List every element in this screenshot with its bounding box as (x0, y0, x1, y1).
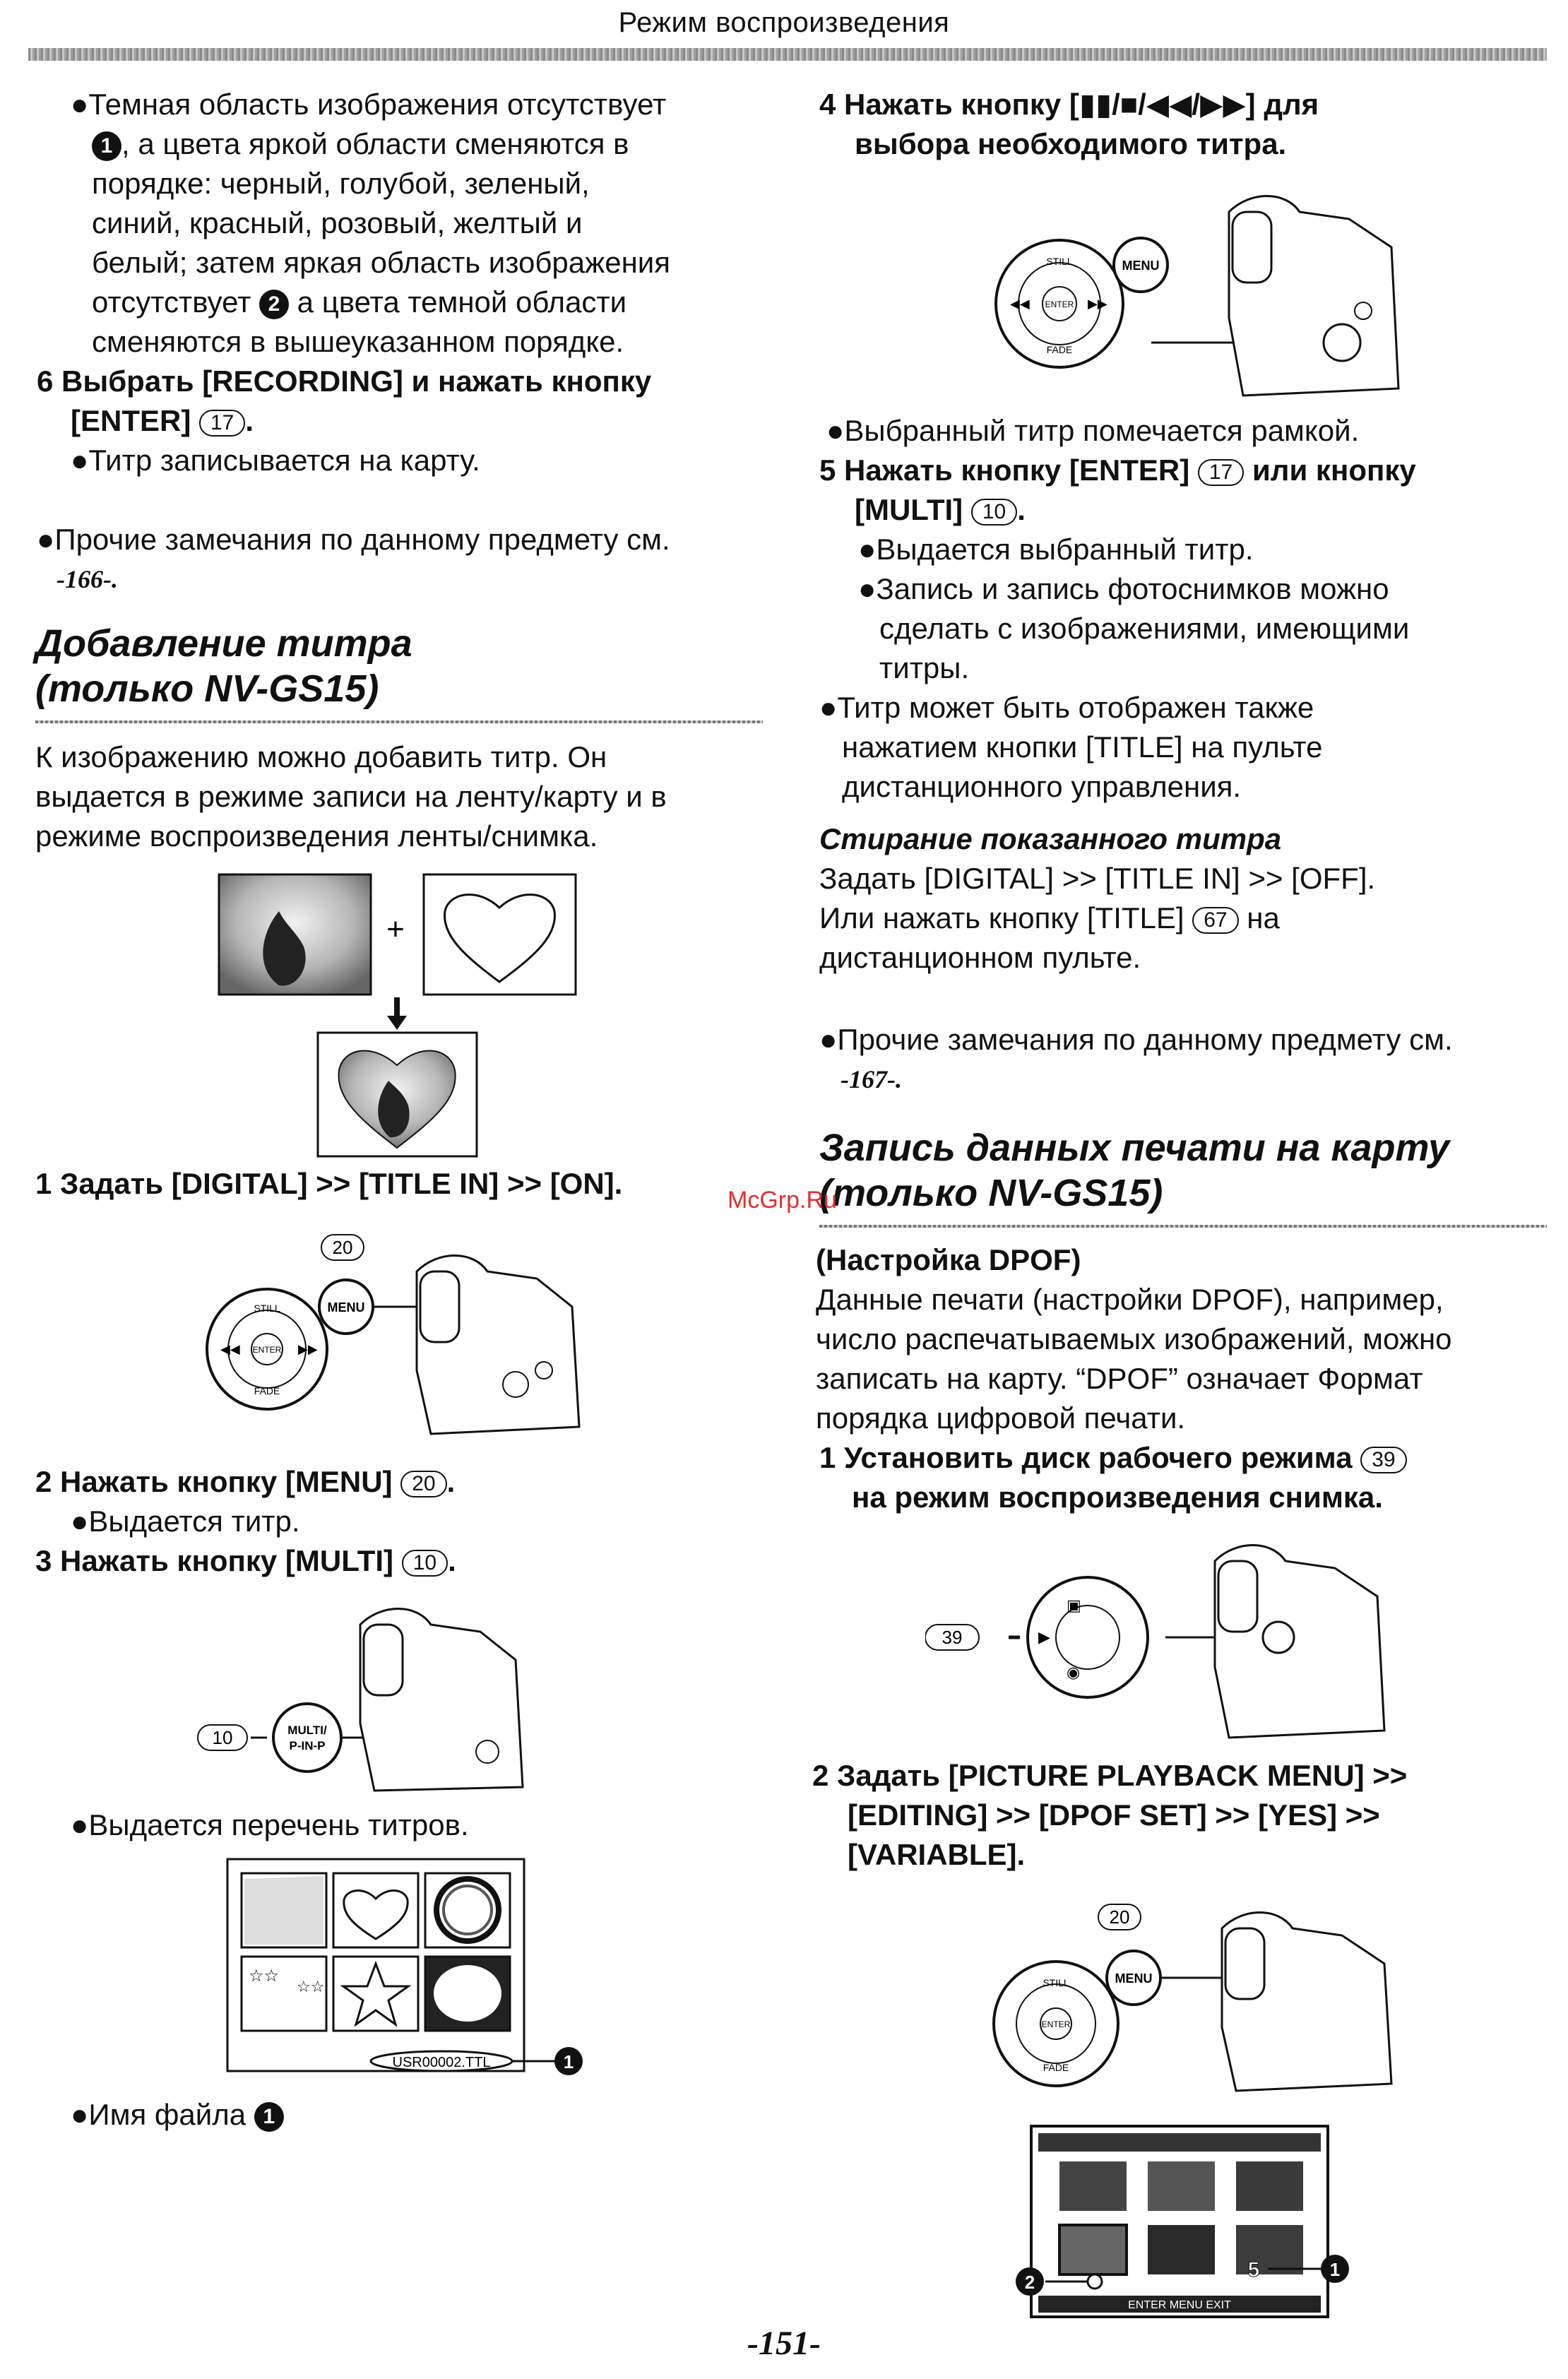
intro-text: режиме воспроизведения ленты/снимка. (35, 819, 598, 853)
marker-2-icon: 2 (259, 290, 289, 319)
callout-20: 20 (332, 1237, 353, 1258)
svg-text:☆☆: ☆☆ (297, 1978, 325, 1996)
section-divider (819, 1225, 1547, 1228)
step-4-bullet: ●Выбранный титр помечается рамкой. (826, 414, 1360, 447)
step-3: 3 Нажать кнопку [MULTI] 10 . (35, 1544, 456, 1577)
svg-text:FADE: FADE (1046, 344, 1073, 355)
erase-subtitle: Стирание показанного титра (819, 822, 1282, 855)
step-5-bullet: ●Запись и запись фотоснимков можно (858, 572, 1389, 605)
bullet-line: синий, красный, розовый, желтый и (92, 206, 583, 239)
note-other: ●Прочие замечания по данному предмету см. (37, 523, 670, 556)
svg-text:20: 20 (1109, 1906, 1130, 1928)
svg-text:ENTER: ENTER (252, 1345, 282, 1355)
step-5-line2: [MULTI] 10 . (855, 493, 1026, 526)
dpof-text: Данные печати (настройки DPOF), например, (816, 1283, 1444, 1316)
svg-text:STILL: STILL (1043, 1977, 1069, 1988)
remote-note-cont: дистанционного управления. (842, 770, 1242, 803)
dpof-screen-illustration (989, 1900, 1413, 2324)
svg-text:P-IN-P: P-IN-P (289, 1739, 326, 1752)
file-name-note: ●Имя файла 1 (71, 2095, 284, 2135)
remote-note: ●Титр может быть отображен также (819, 691, 1314, 724)
svg-text:☆☆: ☆☆ (249, 1966, 280, 1986)
photo-thumbnail (1236, 2225, 1303, 2274)
title-combine-illustration (212, 869, 593, 1165)
svg-text:2: 2 (1024, 2272, 1035, 2293)
erase-text: дистанционном пульте. (819, 941, 1141, 974)
remote-note-cont: нажатием кнопки [TITLE] на пульте (842, 730, 1323, 764)
step-6-bullet: ●Титр записывается на карту. (71, 444, 480, 477)
ref-pill: 67 (1192, 907, 1238, 934)
svg-text:▣: ▣ (1067, 1597, 1081, 1615)
step-1: 1 Задать [DIGITAL] >> [TITLE IN] >> [ON]. (35, 1167, 623, 1200)
dpof-step-2-cont: [VARIABLE]. (848, 1838, 1026, 1871)
camcorder-navigation-illustration (989, 184, 1413, 403)
multi-button-icon (273, 1704, 341, 1772)
svg-text:◉: ◉ (1067, 1664, 1081, 1682)
svg-text:MENU: MENU (1122, 259, 1160, 273)
step-4-line2: выбора необходимого титра. (855, 127, 1287, 160)
dpof-text: записать на карту. “DPOF” означает Формат (816, 1362, 1423, 1395)
svg-text:1: 1 (563, 2051, 574, 2072)
svg-text:MENU: MENU (327, 1300, 365, 1315)
dpof-step-2-cont: [EDITING] >> [DPOF SET] >> [YES] >> (848, 1798, 1380, 1832)
dpof-step-1: 1 Установить диск рабочего режима 39 (819, 1438, 1407, 1478)
photo-thumbnail (1148, 2225, 1215, 2274)
step-6-line2: [ENTER] 17 . (71, 404, 254, 437)
watermark: McGrp.Ru (727, 1187, 837, 1214)
svg-text:1: 1 (1329, 2259, 1341, 2280)
ref-pill: 10 (402, 1550, 448, 1577)
ref-pill: 10 (971, 499, 1017, 526)
step-5-bullet-cont: сделать с изображениями, имеющими (879, 612, 1410, 645)
step-5: 5 Нажать кнопку [ENTER] 17 или кнопку (819, 453, 1416, 487)
lcd-screen (1031, 2126, 1328, 2317)
heart-title-frame (424, 874, 576, 995)
erase-text: Или нажать кнопку [TITLE] 67 на (819, 901, 1280, 935)
svg-text:STILL: STILL (254, 1303, 280, 1314)
photo-thumbnail-selected (1059, 2225, 1127, 2274)
svg-text:MULTI/: MULTI/ (287, 1724, 327, 1737)
svg-text:FADE: FADE (1043, 2062, 1069, 2073)
ref-pill: 39 (1360, 1447, 1406, 1473)
page-header-title: Режим воспроизведения (618, 7, 950, 38)
svg-text:▶▶: ▶▶ (1088, 297, 1107, 312)
svg-text:FADE: FADE (254, 1385, 280, 1396)
photo-thumbnail (1059, 2161, 1127, 2211)
ref-pill: 17 (1198, 459, 1244, 486)
step-6: 6 Выбрать [RECORDING] и нажать кнопку (37, 364, 652, 398)
intro-text: выдается в режиме записи на ленту/карту и в (35, 780, 667, 813)
dpof-text: число распечатываемых изображений, можно (816, 1322, 1452, 1355)
step-5-bullet-cont: титры. (879, 651, 970, 684)
ref-pill: 17 (199, 410, 245, 437)
title-file-name: USR00002.TTL (392, 2055, 491, 2070)
svg-text:◀◀: ◀◀ (1010, 297, 1030, 312)
svg-text:STILL: STILL (1046, 256, 1073, 267)
svg-text:ENTER: ENTER (1041, 2019, 1071, 2029)
dpof-step-1-line2: на режим воспроизведения снимка. (852, 1481, 1383, 1514)
bullet-line: белый; затем яркая область изображения (92, 246, 670, 279)
step-4: 4 Нажать кнопку [▮▮/■/◀◀/▶▶] для (819, 88, 1319, 121)
bullet-line: отсутствует 2 а цвета темной области (92, 285, 627, 319)
section-title-2: (только NV-GS15) (819, 1172, 1163, 1214)
marker-1-icon: 1 (92, 131, 121, 161)
bullet-line: порядке: черный, голубой, зеленый, (92, 167, 590, 200)
marker-1-icon: 1 (254, 2102, 284, 2132)
note-ref: -166-. (57, 565, 118, 593)
step-2-bullet: ●Выдается титр. (71, 1505, 300, 1538)
step-2: 2 Нажать кнопку [MENU] 20 . (35, 1465, 456, 1498)
camcorder-multi-illustration (191, 1596, 530, 1794)
ref-pill: 20 (400, 1471, 446, 1497)
svg-text:ENTER: ENTER (1045, 299, 1074, 309)
bullet-line: ●Темная область изображения отсутствует (71, 88, 667, 121)
section-title: Запись данных печати на карту (819, 1127, 1450, 1169)
svg-text:MENU: MENU (1115, 1971, 1153, 1986)
svg-text:▶: ▶ (1038, 1629, 1050, 1647)
camcorder-menu-illustration (205, 1229, 600, 1441)
title-thumbnail (333, 1957, 418, 2031)
photo-thumbnail (1236, 2161, 1303, 2211)
svg-text:ENTER MENU EXIT: ENTER MENU EXIT (1128, 2299, 1231, 2311)
photo-thumbnail (1148, 2161, 1215, 2211)
dpof-count: 5 (1247, 2258, 1260, 2282)
svg-text:◀◀: ◀◀ (220, 1342, 240, 1357)
bullet-line: сменяются в вышеуказанном порядке. (92, 325, 624, 358)
section-title-2: (только NV-GS15) (35, 668, 379, 710)
section-divider (35, 720, 763, 723)
title-list-screen (226, 1858, 607, 2091)
header-divider (28, 48, 1547, 61)
svg-text:▶▶: ▶▶ (298, 1342, 318, 1357)
erase-text: Задать [DIGITAL] >> [TITLE IN] >> [OFF]. (819, 862, 1376, 895)
section-title: Добавление титра (35, 622, 412, 665)
dpof-step-2: 2 Задать [PICTURE PLAYBACK MENU] >> (812, 1759, 1408, 1792)
step-3-bullet: ●Выдается перечень титров. (71, 1808, 469, 1841)
mode-dial-illustration (925, 1533, 1406, 1745)
dpof-text: порядка цифровой печати. (816, 1401, 1186, 1435)
step-5-bullet: ●Выдается выбранный титр. (858, 533, 1254, 566)
dpof-heading: (Настройка DPOF) (816, 1243, 1081, 1276)
svg-text:10: 10 (212, 1727, 233, 1748)
svg-text:39: 39 (942, 1627, 963, 1648)
page-number: -151- (747, 2325, 821, 2362)
note-other: ●Прочие замечания по данному предмету см. (819, 1023, 1453, 1056)
bullet-line: 1 , а цвета яркой области сменяются в (92, 124, 629, 164)
plus-sign: + (386, 912, 405, 947)
intro-text: К изображению можно добавить титр. Он (35, 740, 607, 773)
note-ref: -167-. (841, 1065, 902, 1093)
